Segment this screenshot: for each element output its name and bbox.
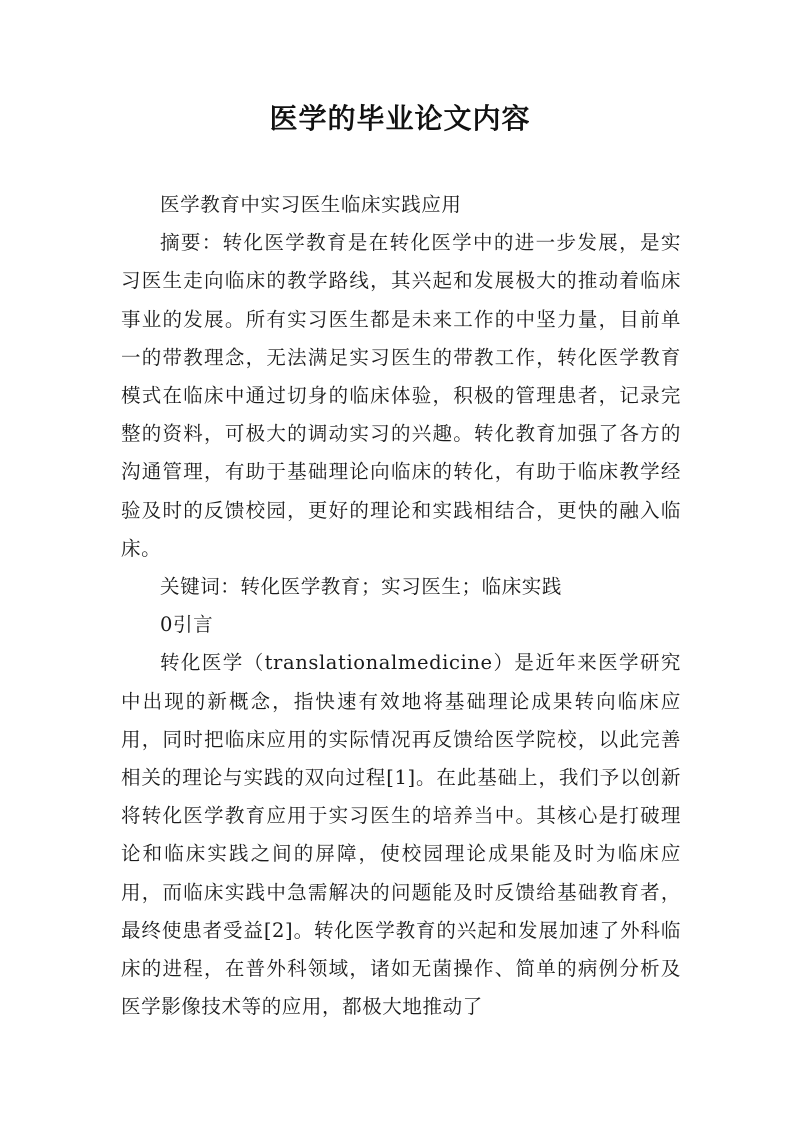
document-body	[121, 186, 681, 1026]
introduction-paragraph: 转化医学（translationalmedicine）是近年来医学研究中出现的新概念，指快速有效地将基础理论成果转向临床应用，同时把临床应用的实际情况再反馈给医学院校，以此完善相关的理论与实践的双向过程[1]。在此基础上，我们予以创新将转化医学教育应用于实习医生的培养当中。其核心是打破理论和临床实践之间的屏障，使校园理论成果能及时为临床应用，而临床实践中急需解决的问题能及时反馈给基础教育者，最终使患者受益[2]。转化医学教育的兴起和发展加速了外科临床的进程，在普外科领域，诸如无菌操作、简单的病例分析及医学影像技术等的应用，都极大地推动了	[121, 651, 681, 1019]
document-title: 医学的毕业论文内容	[269, 102, 531, 135]
subtitle-paragraph: 医学教育中实习医生临床实践应用	[160, 193, 462, 216]
keywords-paragraph: 关键词：转化医学教育；实习医生；临床实践	[160, 575, 563, 599]
section-heading-introduction: 0引言	[160, 613, 214, 637]
abstract-paragraph: 摘要：转化医学教育是在转化医学中的进一步发展，是实习医生走向临床的教学路线，其兴起和发展极大的推动着临床事业的发展。所有实习医生都是未来工作的中坚力量，目前单一的带教理念，无法满足实习医生的带教工作，转化医学教育模式在临床中通过切身的临床体验，积极的管理患者，记录完整的资料，可极大的调动实习的兴趣。转化教育加强了各方的沟通管理，有助于基础理论向临床的转化，有助于临床教学经验及时的反馈校园，更好的理论和实践相结合，更快的融入临床。	[121, 231, 681, 560]
